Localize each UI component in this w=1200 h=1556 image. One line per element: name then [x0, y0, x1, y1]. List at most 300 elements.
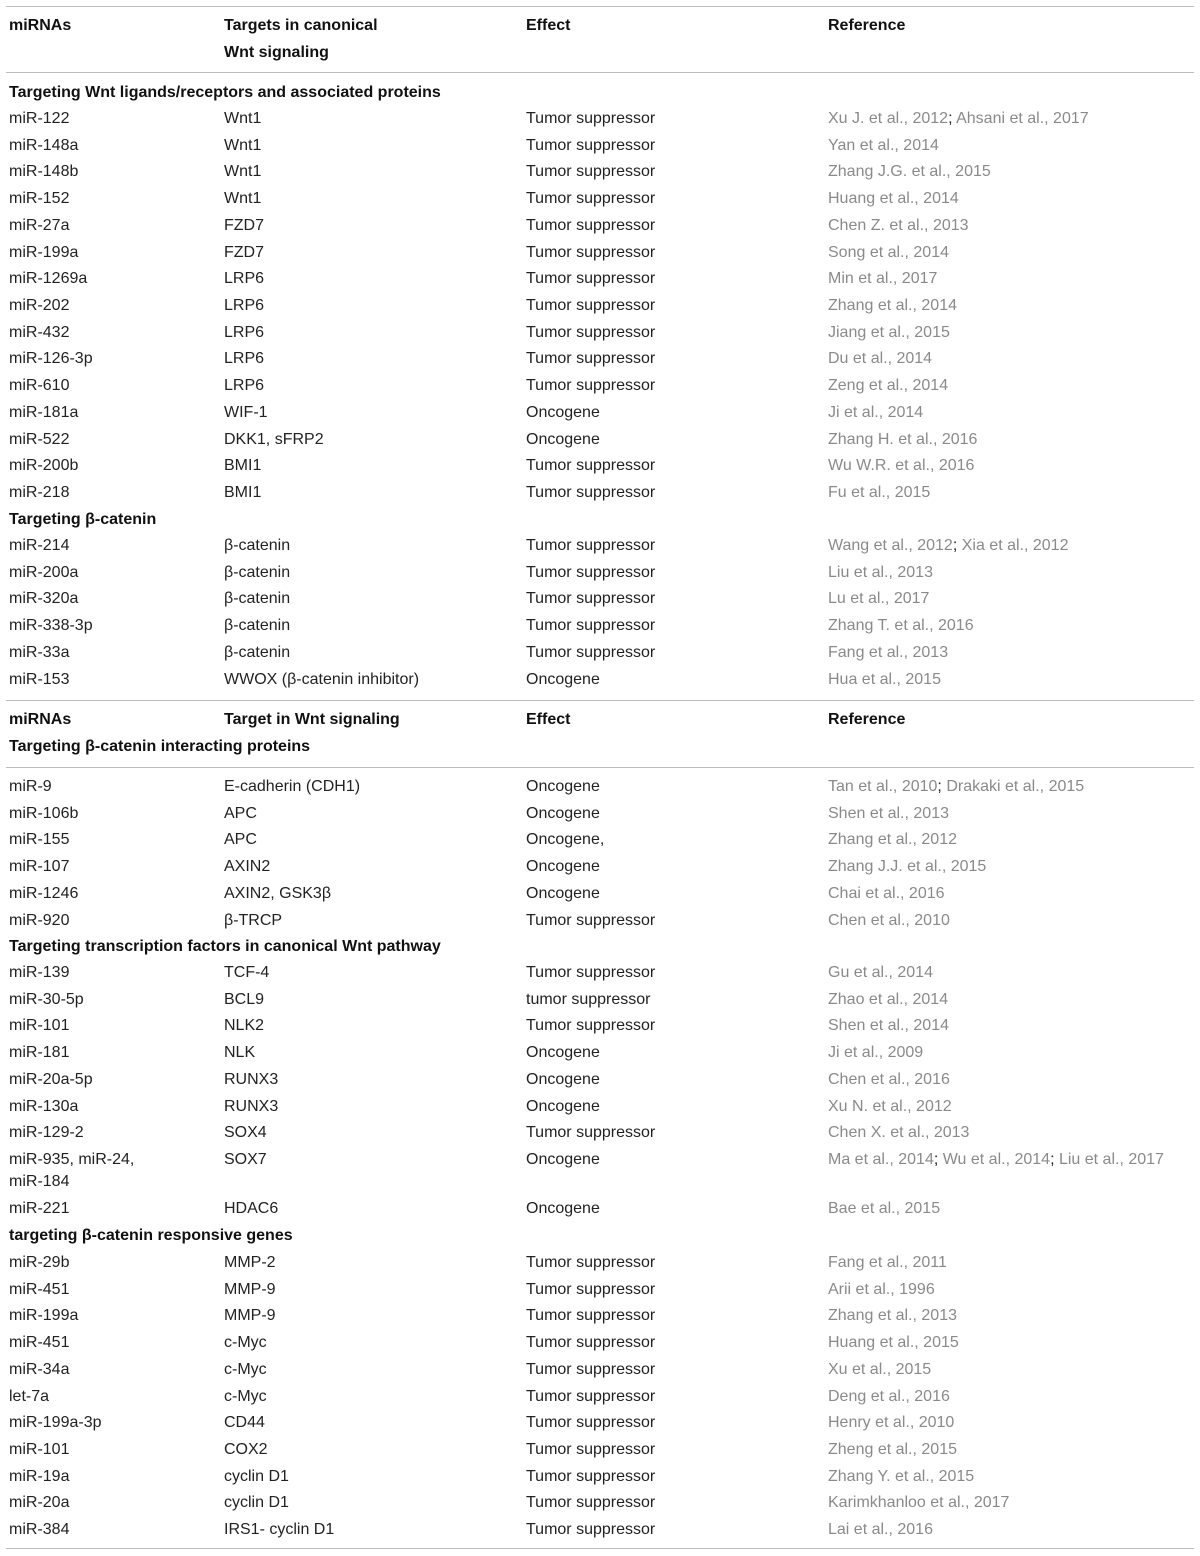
reference-cell: [828, 295, 957, 317]
mirna-cell: miR-20a: [9, 1494, 70, 1512]
section-title: targeting β-catenin responsive genes: [9, 1227, 293, 1244]
target-cell: c-Myc: [224, 1360, 267, 1378]
effect-cell: Tumor suppressor: [526, 190, 656, 208]
table-row: [0, 1042, 1200, 1069]
effect-cell: Tumor suppressor: [526, 1280, 656, 1298]
effect-cell: Oncogene,: [526, 831, 605, 849]
effect-cell: Oncogene: [526, 1097, 600, 1115]
reference-link: Wang et al., 2012: [828, 537, 953, 554]
target-cell: BMI1: [224, 457, 262, 475]
reference-cell: [828, 1466, 974, 1488]
mirna-cell: miR-19a: [9, 1467, 70, 1485]
table-row: [0, 108, 1200, 135]
effect-cell: Tumor suppressor: [526, 484, 656, 502]
mirna-cell: miR-1269a: [9, 270, 88, 288]
reference-link: Arii et al., 1996: [828, 1280, 935, 1298]
reference-link: Bae et al., 2015: [828, 1200, 941, 1218]
table-row: [0, 1096, 1200, 1123]
effect-cell: Tumor suppressor: [526, 1387, 656, 1405]
target-cell: APC: [224, 831, 257, 849]
reference-cell: [828, 1015, 949, 1037]
reference-cell: [828, 268, 937, 290]
effect-cell: Tumor suppressor: [526, 323, 656, 341]
mirna-cell: miR-129-2: [9, 1124, 84, 1142]
reference-cell: [828, 188, 959, 210]
table-row: [0, 642, 1200, 669]
effect-cell: Oncogene: [526, 430, 600, 448]
target-cell: MMP-2: [224, 1254, 276, 1271]
section-title: Targeting β-catenin: [9, 511, 157, 528]
reference-link: Zhang J.G. et al., 2015: [828, 163, 991, 181]
target-cell: DKK1, sFRP2: [224, 430, 324, 448]
table-row: [0, 1149, 1200, 1191]
effect-cell: Tumor suppressor: [526, 1441, 656, 1459]
reference-cell: [828, 135, 939, 157]
reference-cell: [828, 455, 974, 477]
reference-link: Liu et al., 2013: [828, 563, 933, 581]
reference-cell: [828, 669, 941, 691]
reference-link: Lu et al., 2017: [828, 590, 930, 608]
table-row: [0, 615, 1200, 642]
table-row: [0, 535, 1200, 562]
header-mirnas: miRNAs: [9, 17, 72, 34]
reference-link: Zhang J.J. et al., 2015: [828, 858, 987, 876]
table-row: [0, 562, 1200, 589]
reference-link: Ji et al., 2009: [828, 1044, 924, 1062]
mirna-cell: miR-122: [9, 110, 70, 127]
reference-cell: [828, 242, 949, 264]
target-cell: Wnt1: [224, 136, 262, 154]
reference-link: Deng et al., 2016: [828, 1387, 950, 1405]
reference-cell: [828, 962, 933, 984]
header-effect: Effect: [526, 17, 571, 34]
reference-link: Xu J. et al., 2012: [828, 110, 949, 127]
reference-cell: [828, 562, 933, 584]
mirna-cell: miR-451: [9, 1280, 70, 1298]
effect-cell: Tumor suppressor: [526, 110, 656, 127]
reference-cell: [828, 1412, 954, 1434]
reference-link: Fang et al., 2013: [828, 643, 949, 661]
reference-link: Yan et al., 2014: [828, 136, 939, 154]
mirna-cell: miR-155: [9, 831, 70, 849]
table-row: [0, 429, 1200, 456]
reference-link: Wu et al., 2014: [942, 1151, 1051, 1169]
table-row: [0, 348, 1200, 375]
reference-cell: [828, 1252, 947, 1274]
mirna-cell: miR-610: [9, 377, 70, 395]
effect-cell: Tumor suppressor: [526, 243, 656, 261]
table-row: [0, 856, 1200, 883]
mirna-cell: miR-27a: [9, 216, 70, 234]
reference-link: Ma et al., 2014: [828, 1151, 934, 1169]
reference-link: Huang et al., 2015: [828, 1334, 959, 1352]
effect-cell: Tumor suppressor: [526, 350, 656, 368]
reference-cell: [828, 402, 923, 424]
reference-link: Song et al., 2014: [828, 243, 949, 261]
mirna-cell: miR-200a: [9, 563, 79, 581]
reference-link: Drakaki et al., 2015: [946, 778, 1085, 795]
reference-cell: [828, 883, 945, 905]
table-row: [0, 402, 1200, 429]
table-row: [0, 482, 1200, 509]
mirna-cell: miR-221: [9, 1200, 70, 1218]
reference-link: Xia et al., 2012: [961, 537, 1069, 554]
target-cell: NLK2: [224, 1017, 265, 1035]
effect-cell: Oncogene: [526, 403, 600, 421]
mirna-cell: miR-451: [9, 1334, 70, 1352]
table-row: [0, 1305, 1200, 1332]
target-cell: TCF-4: [224, 964, 270, 981]
table-row: [0, 1492, 1200, 1519]
effect-cell: Tumor suppressor: [526, 1521, 656, 1539]
reference-link: Karimkhanloo et al., 2017: [828, 1494, 1010, 1512]
reference-link: Zhang H. et al., 2016: [828, 430, 978, 448]
effect-cell: Tumor suppressor: [526, 964, 656, 981]
reference-separator: ;: [952, 537, 962, 554]
mirna-cell-line: miR-184: [9, 1173, 70, 1191]
table-row: [0, 588, 1200, 615]
reference-cell: [828, 1069, 950, 1091]
mirna-cell-line: miR-935, miR-24,: [9, 1151, 135, 1169]
mirna-cell: miR-34a: [9, 1360, 70, 1378]
reference-link: Chen X. et al., 2013: [828, 1124, 970, 1142]
reference-separator: ;: [937, 778, 947, 795]
target-cell: Wnt1: [224, 190, 262, 208]
table-row: [0, 910, 1200, 937]
target-cell: β-catenin: [224, 617, 291, 635]
mirna-cell: [9, 1149, 134, 1193]
mirna-cell: miR-101: [9, 1441, 70, 1459]
effect-cell: Tumor suppressor: [526, 1494, 656, 1512]
target-cell: LRP6: [224, 297, 265, 315]
effect-cell: Tumor suppressor: [526, 563, 656, 581]
mirna-cell: miR-126-3p: [9, 350, 93, 368]
target-cell: β-catenin: [224, 643, 291, 661]
reference-link: Ji et al., 2014: [828, 403, 924, 421]
reference-cell: [828, 161, 991, 183]
reference-cell: [828, 829, 957, 851]
reference-link: Chen et al., 2010: [828, 911, 950, 929]
header-reference: Reference: [828, 711, 906, 728]
reference-link: Zhang T. et al., 2016: [828, 617, 974, 635]
reference-link: Zeng et al., 2014: [828, 377, 949, 395]
target-cell: β-catenin: [224, 563, 291, 581]
effect-cell: Oncogene: [526, 778, 600, 795]
reference-cell: [828, 482, 930, 504]
effect-cell: Tumor suppressor: [526, 297, 656, 315]
mirna-cell: miR-920: [9, 911, 70, 929]
header-effect: Effect: [526, 711, 571, 728]
section-rule: [6, 767, 1194, 768]
reference-link: Henry et al., 2010: [828, 1414, 955, 1432]
table-row: [0, 1252, 1200, 1279]
target-cell: AXIN2, GSK3β: [224, 884, 332, 902]
effect-cell: Oncogene: [526, 1070, 600, 1088]
target-cell: cyclin D1: [224, 1467, 289, 1485]
reference-cell: [828, 803, 949, 825]
reference-cell: [828, 535, 1068, 557]
table-row: [0, 161, 1200, 188]
effect-cell: tumor suppressor: [526, 990, 651, 1008]
reference-link: Fang et al., 2011: [828, 1254, 947, 1271]
mirna-cell: miR-33a: [9, 643, 70, 661]
reference-cell: [828, 776, 1084, 798]
effect-cell: Oncogene: [526, 1151, 600, 1169]
reference-link: Zhang et al., 2012: [828, 831, 957, 849]
reference-cell: [828, 375, 948, 397]
table-row: [0, 883, 1200, 910]
mirna-cell: miR-181: [9, 1044, 70, 1062]
table-row: [0, 215, 1200, 242]
mirna-cell: miR-200b: [9, 457, 79, 475]
effect-cell: Oncogene: [526, 884, 600, 902]
mirna-cell: miR-199a: [9, 1307, 79, 1325]
table-row: [0, 669, 1200, 696]
target-cell: AXIN2: [224, 858, 271, 876]
mirna-cell: miR-101: [9, 1017, 70, 1035]
mid-rule: [6, 700, 1194, 701]
effect-cell: Tumor suppressor: [526, 1307, 656, 1325]
reference-link: Jiang et al., 2015: [828, 323, 950, 341]
table-row: [0, 1466, 1200, 1493]
target-cell: HDAC6: [224, 1200, 279, 1218]
reference-link: Xu et al., 2015: [828, 1360, 932, 1378]
target-cell: WIF-1: [224, 403, 268, 421]
mirna-cell: miR-218: [9, 484, 70, 502]
reference-cell: [828, 215, 969, 237]
reference-link: Wu W.R. et al., 2016: [828, 457, 975, 475]
section-title: Targeting Wnt ligands/receptors and associated proteins: [9, 84, 441, 101]
table-row: [0, 375, 1200, 402]
target-cell: SOX7: [224, 1151, 267, 1169]
reference-cell: [828, 1096, 952, 1118]
reference-link: Huang et al., 2014: [828, 190, 959, 208]
effect-cell: Tumor suppressor: [526, 1254, 656, 1271]
reference-link: Zhao et al., 2014: [828, 990, 949, 1008]
reference-cell: [828, 1279, 935, 1301]
mirna-cell: miR-139: [9, 964, 70, 981]
mirna-cell: miR-202: [9, 297, 70, 315]
table-row: [0, 268, 1200, 295]
mirna-cell: miR-148b: [9, 163, 79, 181]
reference-link: Lai et al., 2016: [828, 1521, 933, 1539]
mirna-cell: miR-181a: [9, 403, 79, 421]
header-mirnas: miRNAs: [9, 711, 72, 728]
effect-cell: Tumor suppressor: [526, 216, 656, 234]
mirna-cell: miR-30-5p: [9, 990, 84, 1008]
target-cell: IRS1- cyclin D1: [224, 1521, 335, 1539]
table-row: [0, 1015, 1200, 1042]
reference-link: Fu et al., 2015: [828, 484, 931, 502]
target-cell: MMP-9: [224, 1307, 276, 1325]
target-cell: Wnt1: [224, 163, 262, 181]
mirna-cell: miR-320a: [9, 590, 79, 608]
table-row: [0, 1412, 1200, 1439]
reference-cell: [828, 348, 932, 370]
reference-cell: [828, 615, 974, 637]
effect-cell: Tumor suppressor: [526, 1124, 656, 1142]
mirna-cell: miR-522: [9, 430, 70, 448]
target-cell: cyclin D1: [224, 1494, 289, 1512]
reference-cell: [828, 1305, 957, 1327]
header-target: Target in Wnt signaling: [224, 711, 400, 728]
reference-cell: [828, 642, 948, 664]
effect-cell: Oncogene: [526, 670, 600, 688]
reference-cell: [828, 1359, 931, 1381]
table-top-rule: [6, 6, 1194, 7]
reference-link: Zheng et al., 2015: [828, 1441, 957, 1459]
reference-link: Du et al., 2014: [828, 350, 933, 368]
reference-link: Ahsani et al., 2017: [956, 110, 1089, 127]
target-cell: Wnt1: [224, 110, 262, 127]
table-row: [0, 188, 1200, 215]
effect-cell: Tumor suppressor: [526, 1467, 656, 1485]
reference-separator: ;: [948, 110, 957, 127]
mirna-cell: miR-130a: [9, 1097, 79, 1115]
table-row: [0, 1519, 1200, 1546]
target-cell: β-catenin: [224, 537, 291, 554]
target-cell: LRP6: [224, 323, 265, 341]
target-cell: β-catenin: [224, 590, 291, 608]
reference-link: Zhang et al., 2013: [828, 1307, 957, 1325]
table-row: [0, 803, 1200, 830]
reference-link: Gu et al., 2014: [828, 964, 933, 981]
reference-cell: [828, 1386, 950, 1408]
mirna-cell: miR-20a-5p: [9, 1070, 93, 1088]
target-cell: RUNX3: [224, 1097, 279, 1115]
reference-link: Liu et al., 2017: [1058, 1151, 1164, 1169]
table-row: [0, 989, 1200, 1016]
reference-link: Xu N. et al., 2012: [828, 1097, 952, 1115]
header-targets-line1: Targets in canonical: [224, 17, 378, 34]
target-cell: LRP6: [224, 350, 265, 368]
table-row: [0, 322, 1200, 349]
effect-cell: Oncogene: [526, 804, 600, 822]
mirna-cell: miR-107: [9, 858, 70, 876]
section-title: Targeting β-catenin interacting proteins: [9, 738, 311, 755]
mirna-cell: miR-199a: [9, 243, 79, 261]
effect-cell: Tumor suppressor: [526, 1360, 656, 1378]
reference-cell: [828, 588, 929, 610]
target-cell: BCL9: [224, 990, 265, 1008]
mirna-cell: miR-384: [9, 1521, 70, 1539]
table-row: [0, 1386, 1200, 1413]
table-row: [0, 1069, 1200, 1096]
reference-link: Hua et al., 2015: [828, 670, 941, 688]
reference-cell: [828, 1122, 969, 1144]
mirna-cell: miR-9: [9, 778, 52, 795]
target-cell: NLK: [224, 1044, 256, 1062]
reference-link: Zhang et al., 2014: [828, 297, 957, 315]
target-cell: LRP6: [224, 270, 265, 288]
reference-separator: ;: [933, 1151, 943, 1169]
effect-cell: Oncogene: [526, 1200, 600, 1218]
reference-cell: [828, 1439, 957, 1461]
reference-link: Zhang Y. et al., 2015: [828, 1467, 975, 1485]
reference-cell: [828, 322, 950, 344]
table-bottom-rule: [6, 1548, 1194, 1549]
mirna-cell: miR-29b: [9, 1254, 70, 1271]
mirna-cell: miR-1246: [9, 884, 79, 902]
table-row: [0, 1279, 1200, 1306]
mirna-cell: miR-432: [9, 323, 70, 341]
target-cell: MMP-9: [224, 1280, 276, 1298]
reference-cell: [828, 429, 977, 451]
reference-link: Chen et al., 2016: [828, 1070, 950, 1088]
effect-cell: Tumor suppressor: [526, 911, 656, 929]
target-cell: E-cadherin (CDH1): [224, 778, 361, 795]
table-row: [0, 829, 1200, 856]
target-cell: β-TRCP: [224, 911, 283, 929]
effect-cell: Tumor suppressor: [526, 377, 656, 395]
reference-separator: ;: [1050, 1151, 1059, 1169]
reference-cell: [828, 1519, 933, 1541]
reference-cell: [828, 1149, 1164, 1171]
effect-cell: Tumor suppressor: [526, 136, 656, 154]
reference-cell: [828, 1492, 1009, 1514]
reference-cell: [828, 108, 1089, 130]
effect-cell: Tumor suppressor: [526, 537, 656, 554]
effect-cell: Tumor suppressor: [526, 617, 656, 635]
reference-cell: [828, 1332, 959, 1354]
mirna-cell: let-7a: [9, 1387, 50, 1405]
reference-cell: [828, 1042, 923, 1064]
reference-cell: [828, 910, 950, 932]
target-cell: c-Myc: [224, 1387, 267, 1405]
target-cell: c-Myc: [224, 1334, 267, 1352]
effect-cell: Oncogene: [526, 1044, 600, 1062]
target-cell: BMI1: [224, 484, 262, 502]
target-cell: APC: [224, 804, 257, 822]
reference-link: Min et al., 2017: [828, 270, 938, 288]
table-row: [0, 455, 1200, 482]
effect-cell: Tumor suppressor: [526, 643, 656, 661]
mirna-cell: miR-153: [9, 670, 70, 688]
target-cell: CD44: [224, 1414, 265, 1432]
table-row: [0, 1359, 1200, 1386]
header-rule: [6, 72, 1194, 73]
effect-cell: Tumor suppressor: [526, 1017, 656, 1035]
table-row: [0, 1122, 1200, 1149]
effect-cell: Oncogene: [526, 858, 600, 876]
reference-link: Shen et al., 2014: [828, 1017, 949, 1035]
reference-link: Chen Z. et al., 2013: [828, 216, 969, 234]
reference-link: Tan et al., 2010: [828, 778, 938, 795]
target-cell: COX2: [224, 1441, 268, 1459]
target-cell: LRP6: [224, 377, 265, 395]
table-row: [0, 776, 1200, 803]
mirna-cell: miR-199a-3p: [9, 1414, 102, 1432]
effect-cell: Tumor suppressor: [526, 163, 656, 181]
effect-cell: Tumor suppressor: [526, 1334, 656, 1352]
header-reference: Reference: [828, 17, 906, 34]
table-row: [0, 1198, 1200, 1225]
target-cell: RUNX3: [224, 1070, 279, 1088]
header-targets-line2: Wnt signaling: [224, 44, 329, 61]
target-cell: FZD7: [224, 216, 264, 234]
target-cell: SOX4: [224, 1124, 267, 1142]
effect-cell: Tumor suppressor: [526, 457, 656, 475]
mirna-cell: miR-106b: [9, 804, 79, 822]
reference-link: Shen et al., 2013: [828, 804, 949, 822]
effect-cell: Tumor suppressor: [526, 590, 656, 608]
section-title: Targeting transcription factors in canonical Wnt pathway: [9, 938, 441, 955]
table-row: [0, 135, 1200, 162]
target-cell: FZD7: [224, 243, 264, 261]
mirna-cell: miR-338-3p: [9, 617, 93, 635]
reference-link: Chai et al., 2016: [828, 884, 945, 902]
table-row: [0, 1439, 1200, 1466]
